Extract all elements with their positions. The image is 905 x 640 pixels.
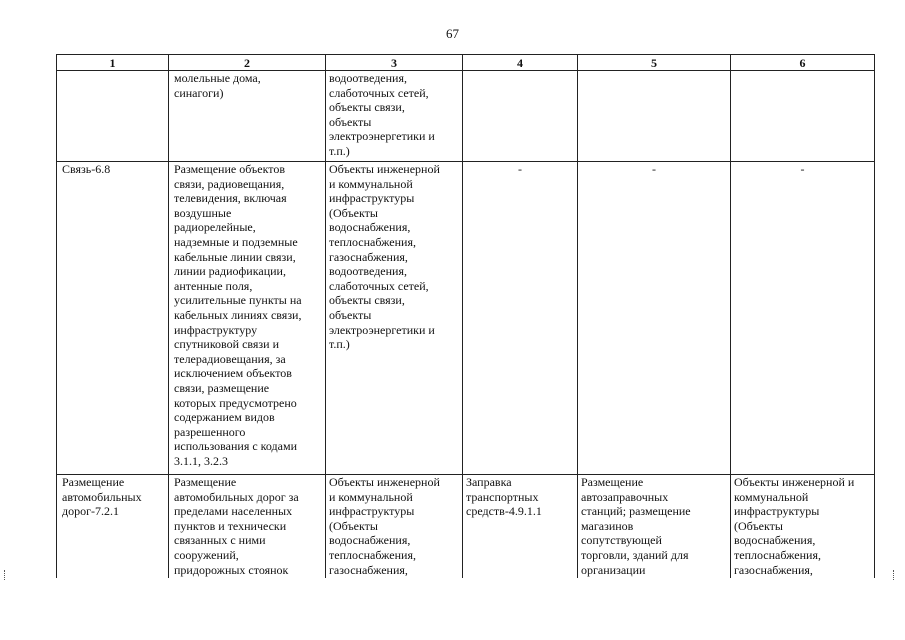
column-header-3: 3 <box>326 55 463 71</box>
table-cell <box>326 475 463 579</box>
page-number: 67 <box>446 26 459 41</box>
table-cell <box>169 71 326 162</box>
table-row <box>57 475 875 579</box>
table-cell <box>578 475 731 579</box>
cell-text: Связь-6.8 <box>62 162 111 176</box>
table-cell <box>326 162 463 475</box>
table-cell <box>326 71 463 162</box>
cell-text: Объекты инженерной и коммунальной инфраструктуры (Объекты водоснабжения, теплоснабжения, газоснабжения, <box>329 475 440 577</box>
column-header-4: 4 <box>463 55 578 71</box>
cell-text: Заправка транспортных средств-4.9.1.1 <box>466 475 542 519</box>
column-header-1: 1 <box>57 55 169 71</box>
table-cell <box>169 475 326 579</box>
column-header-2: 2 <box>169 55 326 71</box>
cell-text: Размещение объектов связи, радиовещания, телевидения, включая воздушные радиорелейные, надземные и подземные кабельные линии связи, линии радиофикации, антенные поля, усилительные пункты на кабельных линиях связи, инфраструктуру спутниковой связи и телерадиовещания, за исключением объектов связи, размещение которых предусмотрено содержанием видов разрешенного использования с кодами 3.1.1, 3.2.3 <box>174 162 302 468</box>
table-cell <box>578 71 731 162</box>
table-cell <box>578 162 731 475</box>
table-cell <box>731 162 875 475</box>
cell-text: водоотведения, слаботочных сетей, объекты связи, объекты электроэнергетики и т.п.) <box>329 71 435 158</box>
table-row <box>57 162 875 475</box>
cell-text: молельные дома, синагоги) <box>174 71 261 100</box>
cell-text: Объекты инженерной и коммунальной инфраструктуры (Объекты водоснабжения, теплоснабжения, газоснабжения, <box>734 475 855 577</box>
dash-text: - <box>800 162 805 176</box>
left-edge-mark <box>4 570 11 580</box>
cell-text: Размещение автомобильных дорог за пределами населенных пунктов и технически связанных с ними сооружений, придорожных стоянок <box>174 475 299 577</box>
table-cell <box>731 71 875 162</box>
cell-text: Размещение автозаправочных станций; размещение магазинов сопутствующей торговли, зданий для организации <box>581 475 691 577</box>
dash-text: - <box>518 162 522 176</box>
table-cell <box>57 162 169 475</box>
table-cell <box>57 475 169 579</box>
column-header-5: 5 <box>578 55 731 71</box>
right-edge-mark <box>893 570 900 580</box>
cell-text: Объекты инженерной и коммунальной инфраструктуры (Объекты водоснабжения, теплоснабжения, газоснабжения, водоотведения, слаботочных сетей, объекты связи, объекты электроэнергетики и т.п.) <box>329 162 440 352</box>
table-cell <box>463 162 578 475</box>
table-cell <box>57 71 169 162</box>
table-cell <box>463 475 578 579</box>
column-header-6: 6 <box>731 55 875 71</box>
land-use-table <box>56 54 875 578</box>
header-row <box>57 55 875 71</box>
dash-text: - <box>652 162 656 176</box>
table-cell <box>169 162 326 475</box>
table-cell <box>731 475 875 579</box>
cell-text: Размещение автомобильных дорог-7.2.1 <box>62 475 142 519</box>
table-cell <box>463 71 578 162</box>
table-row <box>57 71 875 162</box>
